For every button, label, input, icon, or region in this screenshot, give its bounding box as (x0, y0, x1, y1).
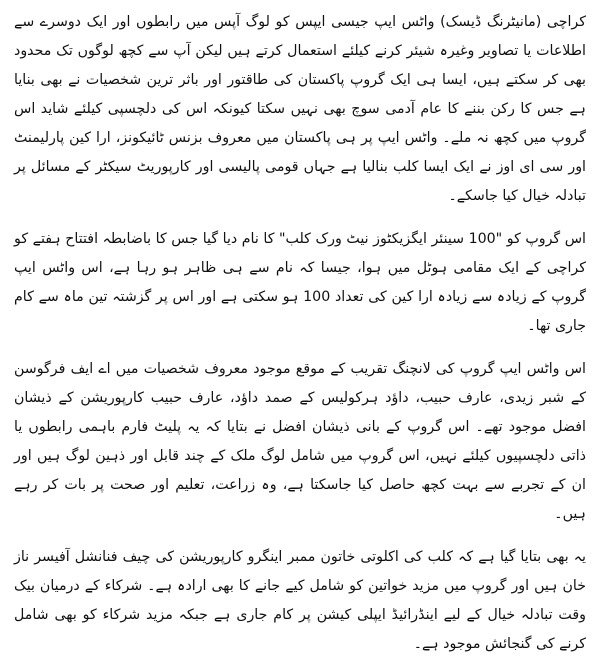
article-paragraph: اس واٹس ایپ گروپ کی لانچنگ تقریب کے موقع موجود معروف شخصیات میں اے ایف فرگوسن کے شبر زیدی، عارف حبیب، داؤد ہرکولیس کے صمد داؤد، عارف حبیب کارپوریشن کے ذیشان افضل موجود تھے۔ اس گروپ کے بانی ذیشان افضل نے بتایا کہ یہ پلیٹ فارم باہمی رابطوں یا ذاتی دلچسپیوں کیلئے نہیں، اس گروپ میں شامل لوگ ملک کے چند قابل اور ذہین لوگ ہیں اور ان کے تجربے سے بہت کچھ حاصل کیا جاسکتا ہے، وہ زراعت، تعلیم اور صحت پر بات کر رہے ہیں۔ (14, 361, 586, 522)
article-paragraph: اس گروپ کو "100 سینئر ایگزیکٹوز نیٹ ورک کلب" کا نام دیا گیا جس کا باضابطہ افتتاح ہفتے کو کراچی کے ایک مقامی ہوٹل میں ہوا، جیسا کہ نام سے ہی ظاہر ہو رہا ہے، اس واٹس ایپ گروپ کے زیادہ سے زیادہ ارا کین کی تعداد 100 ہو سکتی ہے اور اس پر گزشتہ تین ماہ سے کام جاری تھا۔ (14, 231, 586, 334)
article-paragraph: یہ بھی بتایا گیا ہے کہ کلب کی اکلوتی خاتون ممبر اینگرو کارپوریشن کی چیف فنانشل آفیسر ناز خان ہیں اور گروپ میں مزید خواتین کو شامل کیے جانے کا بھی ارادہ ہے۔ شرکاء کے درمیان بیک وقت تبادلہ خیال کے لیے اینڈرائیڈ ایپلی کیشن پر کام جاری ہے جبکہ مزید شرکاء کو بھی شامل کرنے کی گنجائش موجود ہے۔ (14, 549, 586, 652)
article-paragraph: کراچی (مانیٹرنگ ڈیسک) واٹس ایپ جیسی ایپس کو لوگ آپس میں رابطوں اور ایک دوسرے سے اطلاعات یا تصاویر وغیرہ شیئر کرنے کیلئے استعمال کرتے ہیں لیکن آپ سے کچھ لوگوں تک محدود بھی کر سکتے ہیں، ایسا ہی ایک گروپ پاکستان کی طاقتور اور باثر ترین شخصیات نے بھی بنایا ہے جس کا رکن بننے کا عام آدمی سوچ بھی نہیں سکتا کیونکہ اس کی دلچسپی کیلئے شاید اس گروپ میں کچھ نہ ملے۔ واٹس ایپ پر ہی پاکستان میں معروف بزنس ٹائیکونز، ارا کین پارلیمنٹ اور سی ای اوز نے ایک ایسا کلب بنالیا ہے جہاں قومی پالیسی اور کارپوریٹ سیکٹر کے مسائل پر تبادلہ خیال کیا جاسکے۔ (14, 14, 586, 204)
